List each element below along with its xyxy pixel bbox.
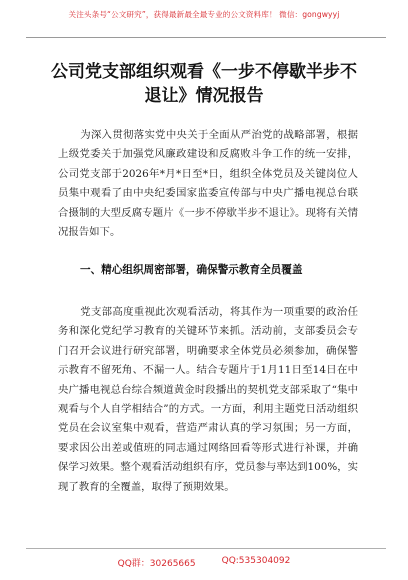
document-title bbox=[30, 60, 378, 108]
intro-paragraph-text: 为深入贯彻落实党中央关于全面从严治党的战略部署，根据上级党委关于加强党风廉政建设和反腐败斗争工作的统一安排，公司党支部于2026年*月*日至*日，组织全体党员及关键岗位人员集中观看了由中央纪委国家监委宣传部与中央广播电视总台联合摄制的大型反腐专题片《一步不停歇半步不退让》。现将有关情况报告如下。 bbox=[58, 129, 358, 239]
title-line-1: 公司党支部组织观看《一步不停歇半步不 bbox=[51, 62, 357, 82]
title-line-2: 退让》情况报告 bbox=[144, 86, 264, 106]
promo-banner: 关注头条号“公文研究”，获得最新最全最专业的公文资料库！ 微信：gongwyyj bbox=[68, 9, 340, 19]
intro-paragraph bbox=[58, 126, 358, 242]
header-divider bbox=[26, 37, 386, 38]
footer-qq: QQ:535304092 bbox=[221, 556, 291, 566]
section-heading: 一、精心组织周密部署，确保警示教育全员覆盖 bbox=[80, 264, 303, 276]
section-paragraph bbox=[58, 303, 358, 497]
section-paragraph-text: 党支部高度重视此次观看活动，将其作为一项重要的政治任务和深化党纪学习教育的关键环节来抓。活动前，支部委员会专门召开会议进行研究部署，明确要求全体党员必须参加，确保警示教育不留死角、不漏一人。结合专题片于1月11日至14日在中央广播电视总台综合频道黄金时段播出的契机党支部采取了“集中观看与个人自学相结合”的方式。一方面，利用主题党日活动组织党员在会议室集中观看，营造严肃认真的学习氛围；另一方面，要求因公出差或值班的同志通过网络回看等形式进行补课，并确保学习效果。整个观看活动组织有序，党员参与率达到100%，实现了教育的全覆盖，取得了预期效果。 bbox=[58, 306, 358, 493]
footer-divider bbox=[26, 548, 386, 549]
footer-qq-group: QQ群：30265665 bbox=[117, 559, 196, 569]
footer bbox=[0, 556, 408, 574]
